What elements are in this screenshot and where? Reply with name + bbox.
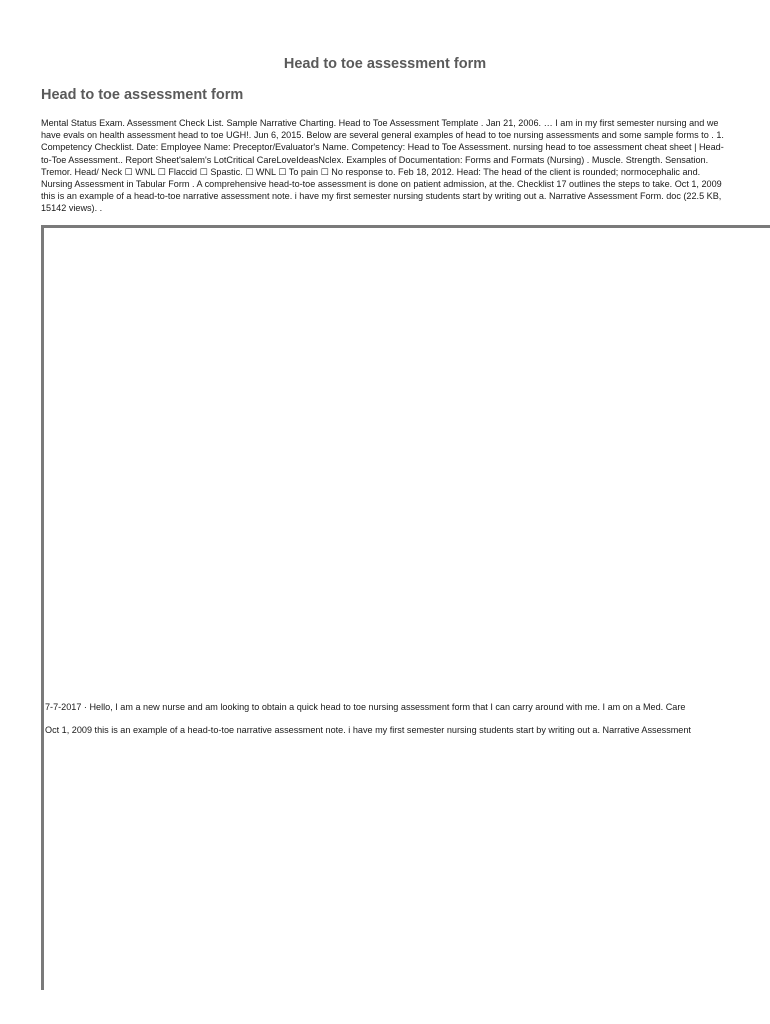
- embedded-content-frame: [41, 225, 770, 990]
- document-title: Head to toe assessment form: [283, 56, 487, 72]
- frame-text-line: 7-7-2017 · Hello, I am a new nurse and am looking to obtain a quick head to toe nursing assessment form that I can carry around with me. I am on a Med. Care: [45, 702, 686, 712]
- body-paragraph: Mental Status Exam. Assessment Check List. Sample Narrative Charting. Head to Toe Assessment Template . Jan 21, 2006. … I am in my first semester nursing and we have evals on health assessment head to toe UGH!. Jun 6, 2015. Below are several general examples of head to toe nursing assessments and some sample forms to . 1. Competency Checklist. Date: Employee Name: Preceptor/Evaluator's Name. Competency: Head to Toe Assessment. nursing head to toe assessment cheat sheet | Head-to-Toe Assessment.. Report Sheet'salem's LotCritical CareLoveIdeasNclex. Examples of Documentation: Forms and Formats (Nursing) . Muscle. Strength. Sensation. Tremor. Head/ Neck ☐ WNL ☐ Flaccid ☐ Spastic. ☐ WNL ☐ To pain ☐ No response to. Feb 18, 2012. Head: The head of the client is rounded; normocephalic and. Nursing Assessment in Tabular Form . A comprehensive head-to-toe assessment is done on patient admission, at the. Checklist 17 outlines the steps to take. Oct 1, 2009 this is an example of a head-to-toe narrative assessment note. i have my first semester nursing students start by writing out a. Narrative Assessment Form. doc (22.5 KB, 15142 views). .: [41, 118, 724, 214]
- section-heading: Head to toe assessment form: [41, 87, 244, 103]
- frame-text-line: Oct 1, 2009 this is an example of a head-to-toe narrative assessment note. i have my first semester nursing students start by writing out a. Narrative Assessment: [45, 725, 691, 735]
